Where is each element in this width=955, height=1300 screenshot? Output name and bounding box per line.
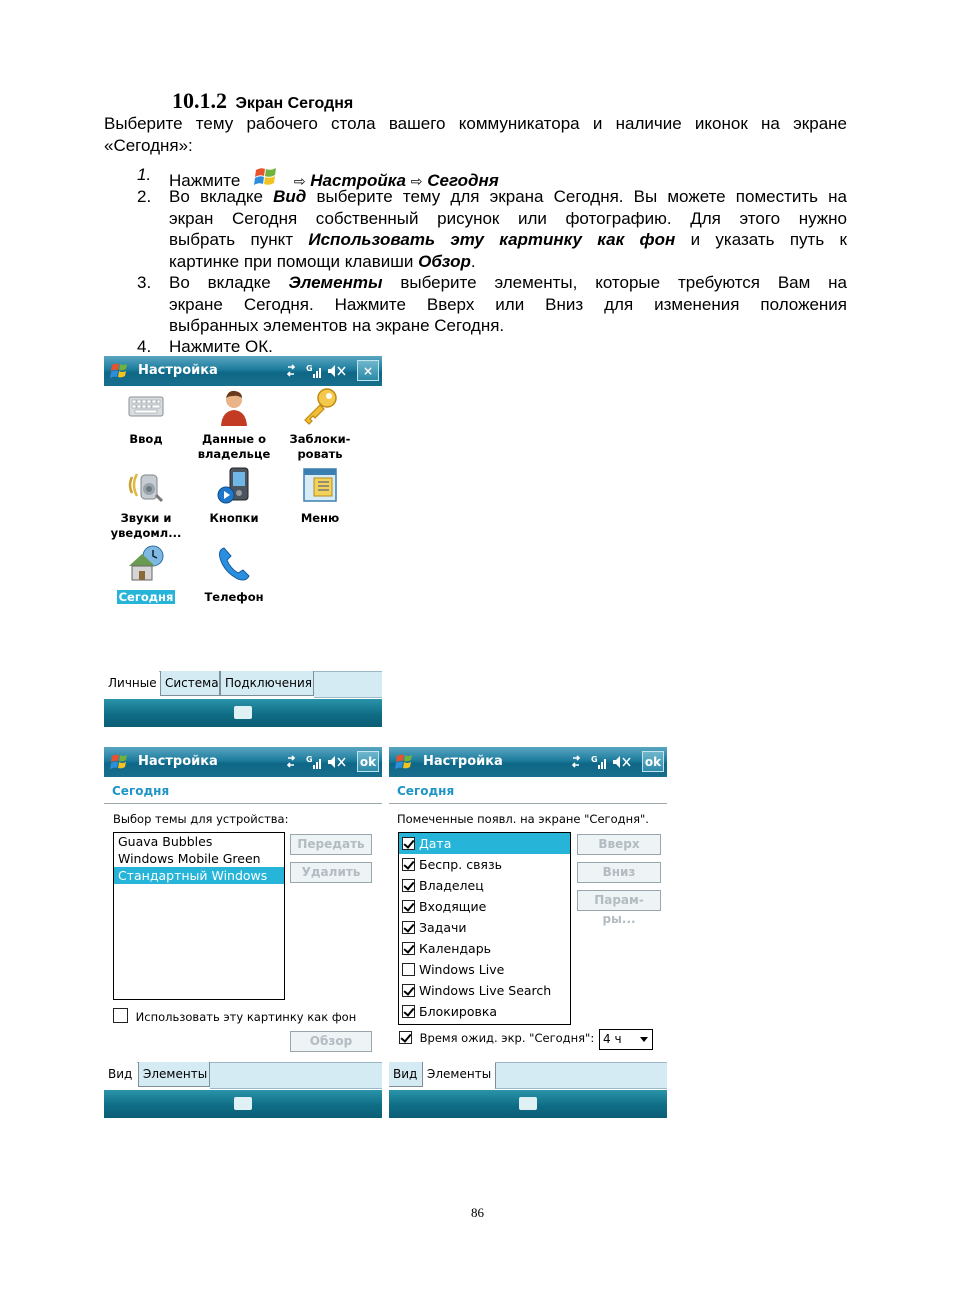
step-1-text: Нажмите xyxy=(169,171,241,190)
move-up-button[interactable]: Вверх xyxy=(577,834,661,855)
list-item[interactable] xyxy=(399,833,570,854)
keyboard-icon[interactable] xyxy=(234,1097,252,1110)
items-list-label: Помеченные появл. на экране "Сегодня". xyxy=(397,812,649,826)
title-bar xyxy=(104,356,382,386)
list-item-label: Дата xyxy=(419,836,452,851)
tab-bar xyxy=(104,671,382,698)
section-title: Экран Сегодня xyxy=(235,95,354,112)
text: выбранных элементов на экране Сегодня. xyxy=(169,316,505,335)
settings-item-lock[interactable] xyxy=(276,386,364,462)
intro-paragraph xyxy=(104,113,847,156)
list-item[interactable] xyxy=(399,1001,570,1022)
settings-item-label: Меню xyxy=(300,511,340,525)
browse-button[interactable]: Обзор xyxy=(290,1031,372,1052)
use-background-label: Использовать эту картинку как фон xyxy=(135,1010,357,1024)
settings-item-buttons[interactable] xyxy=(190,465,278,526)
step-4 xyxy=(137,336,847,358)
settings-item-sounds[interactable] xyxy=(104,465,190,541)
keyboard-icon[interactable] xyxy=(234,706,252,719)
tab-view[interactable]: Вид xyxy=(104,1062,137,1087)
list-item-label: Входящие xyxy=(419,899,487,914)
timeout-checkbox[interactable] xyxy=(399,1031,412,1044)
svg-text:G: G xyxy=(591,755,598,764)
title-bar xyxy=(104,747,382,777)
close-button[interactable]: × xyxy=(357,360,379,381)
intro-line-1: Выберите тему рабочего стола вашего коммуникатора и наличие иконок на экране xyxy=(104,114,847,133)
checkbox[interactable] xyxy=(402,858,415,871)
list-item-label: Задачи xyxy=(419,920,467,935)
timeout-select[interactable] xyxy=(599,1029,653,1050)
list-item[interactable] xyxy=(399,980,570,1001)
step-1-path-2: Сегодня xyxy=(427,171,499,190)
tab-connections[interactable]: Подключения xyxy=(220,671,314,696)
text: экран Сегодня собственный рисунок или фотографию. Для этого нужно xyxy=(169,208,847,228)
tab-view[interactable]: Вид xyxy=(389,1062,423,1087)
checkbox[interactable] xyxy=(402,1005,415,1018)
checkbox[interactable] xyxy=(402,942,415,955)
theme-list[interactable] xyxy=(113,832,285,1000)
settings-item-phone[interactable] xyxy=(190,544,278,605)
list-item-label: Календарь xyxy=(419,941,491,956)
soft-key-bar xyxy=(104,1090,382,1118)
settings-item-label: Сегодня xyxy=(118,590,174,604)
svg-text:G: G xyxy=(306,364,313,373)
step-3 xyxy=(137,272,847,337)
step-1-path-1: Настройка xyxy=(310,171,407,190)
list-item[interactable] xyxy=(399,917,570,938)
soft-key-bar xyxy=(389,1090,667,1118)
text: Во вкладке xyxy=(169,187,274,206)
list-item-label: Windows Live xyxy=(419,962,505,977)
arrow-icon: ⇨ xyxy=(410,173,423,189)
step-number: 4. xyxy=(137,337,152,356)
move-down-button[interactable]: Вниз xyxy=(577,862,661,883)
window-title: Настройка xyxy=(138,363,218,378)
tab-personal[interactable]: Личные xyxy=(104,671,159,696)
settings-item-owner[interactable] xyxy=(190,386,278,462)
svg-text:G: G xyxy=(306,755,313,764)
checkbox[interactable] xyxy=(402,900,415,913)
list-item-label: Блокировка xyxy=(419,1004,498,1019)
settings-item-label: Заблоки-ровать xyxy=(289,432,351,461)
keyboard-icon xyxy=(126,386,166,426)
checkbox[interactable] xyxy=(402,837,415,850)
item-options-button[interactable]: Парам-ры... xyxy=(577,890,661,911)
window-title: Настройка xyxy=(138,754,218,769)
settings-item-label: Звуки и уведомл... xyxy=(110,511,182,540)
sound-icon xyxy=(126,465,166,505)
text: Во вкладке xyxy=(169,273,289,292)
send-button[interactable]: Передать xyxy=(290,834,372,855)
tab-system[interactable]: Система xyxy=(160,671,220,696)
text: выберите тему для экрана Сегодня. Вы можете поместить на xyxy=(306,187,847,206)
keyboard-icon[interactable] xyxy=(519,1097,537,1110)
text: выберите элементы, которые требуются Вам на xyxy=(382,273,848,292)
list-item[interactable] xyxy=(399,875,570,896)
step-number: 3. xyxy=(137,273,152,292)
theme-list-label: Выбор темы для устройства: xyxy=(113,812,289,826)
list-item[interactable]: Стандартный Windows xyxy=(114,867,284,884)
text: выбрать пункт xyxy=(169,230,309,249)
status-icons xyxy=(282,754,352,770)
phone-icon xyxy=(214,544,254,584)
page-header: Сегодня xyxy=(112,784,170,798)
settings-item-label: Кнопки xyxy=(209,511,259,525)
delete-button[interactable]: Удалить xyxy=(290,862,372,883)
text: и указать путь к xyxy=(675,230,847,249)
windows-start-icon[interactable] xyxy=(110,752,130,772)
list-item-label: Владелец xyxy=(419,878,484,893)
tab-bar xyxy=(104,1062,382,1089)
list-item[interactable]: Windows Mobile Green xyxy=(118,851,261,866)
window-title: Настройка xyxy=(423,754,503,769)
section-number: 10.1.2 xyxy=(172,88,227,113)
today-items-screen xyxy=(389,747,667,1118)
step-1 xyxy=(137,164,847,190)
status-icons xyxy=(282,363,352,379)
timeout-value: 4 ч xyxy=(603,1032,622,1046)
option-name: Использовать эту картинку как фон xyxy=(308,230,676,249)
text: экране Сегодня. Нажмите Вверх или Вниз для изменения положения xyxy=(169,294,847,314)
settings-item-input[interactable] xyxy=(104,386,190,447)
tab-elements[interactable]: Элементы xyxy=(138,1062,210,1087)
section-heading xyxy=(172,88,353,114)
step-number: 1. xyxy=(137,165,152,184)
use-background-option[interactable] xyxy=(113,1008,356,1024)
step-4-text: Нажмите ОК. xyxy=(169,337,273,356)
page-number: 86 xyxy=(471,1205,484,1220)
list-item[interactable] xyxy=(399,938,570,959)
settings-screen xyxy=(104,356,382,727)
tab-name-vid: Вид xyxy=(273,187,307,206)
today-icon xyxy=(126,544,166,584)
settings-item-today[interactable] xyxy=(104,544,190,605)
tab-name-elements: Элементы xyxy=(288,273,383,292)
buttons-icon xyxy=(214,465,254,505)
soft-key-bar xyxy=(104,699,382,727)
timeout-label: Время ожид. экр. "Сегодня": xyxy=(419,1031,595,1045)
tab-elements[interactable]: Элементы xyxy=(423,1062,495,1087)
owner-icon xyxy=(214,386,254,426)
list-item[interactable] xyxy=(399,896,570,917)
checkbox[interactable] xyxy=(402,984,415,997)
step-number: 2. xyxy=(137,187,152,206)
step-2 xyxy=(137,186,847,272)
windows-start-icon[interactable] xyxy=(110,361,130,381)
list-item-label: Windows Live Search xyxy=(419,983,552,998)
list-item[interactable] xyxy=(399,959,570,980)
menu-icon xyxy=(300,465,340,505)
timeout-option xyxy=(399,1031,594,1045)
windows-start-icon[interactable] xyxy=(395,752,415,772)
ok-button[interactable]: ok xyxy=(357,751,379,772)
title-bar xyxy=(389,747,667,777)
ok-button[interactable]: ok xyxy=(642,751,664,772)
settings-item-label: Данные о владельце xyxy=(197,432,271,461)
today-appearance-screen xyxy=(104,747,382,1118)
list-item-label: Беспр. связь xyxy=(419,857,502,872)
status-icons xyxy=(567,754,637,770)
text: . xyxy=(470,251,476,271)
settings-item-label: Ввод xyxy=(129,432,163,446)
tab-bar xyxy=(389,1062,667,1089)
checkbox[interactable] xyxy=(402,963,415,976)
checkbox[interactable] xyxy=(402,879,415,892)
button-name: Обзор xyxy=(418,251,471,271)
list-item[interactable]: Guava Bubbles xyxy=(118,834,213,849)
intro-line-2: «Сегодня»: xyxy=(104,135,193,155)
page-header: Сегодня xyxy=(397,784,455,798)
settings-item-label: Телефон xyxy=(204,590,264,604)
chevron-down-icon xyxy=(640,1037,648,1042)
items-list[interactable] xyxy=(398,832,571,1025)
list-item[interactable] xyxy=(399,854,570,875)
text: картинке при помощи клавиши xyxy=(169,251,419,271)
arrow-icon: ⇨ xyxy=(293,173,306,189)
key-icon xyxy=(300,386,340,426)
settings-item-menu[interactable] xyxy=(276,465,364,526)
use-background-checkbox[interactable] xyxy=(113,1008,128,1023)
checkbox[interactable] xyxy=(402,921,415,934)
